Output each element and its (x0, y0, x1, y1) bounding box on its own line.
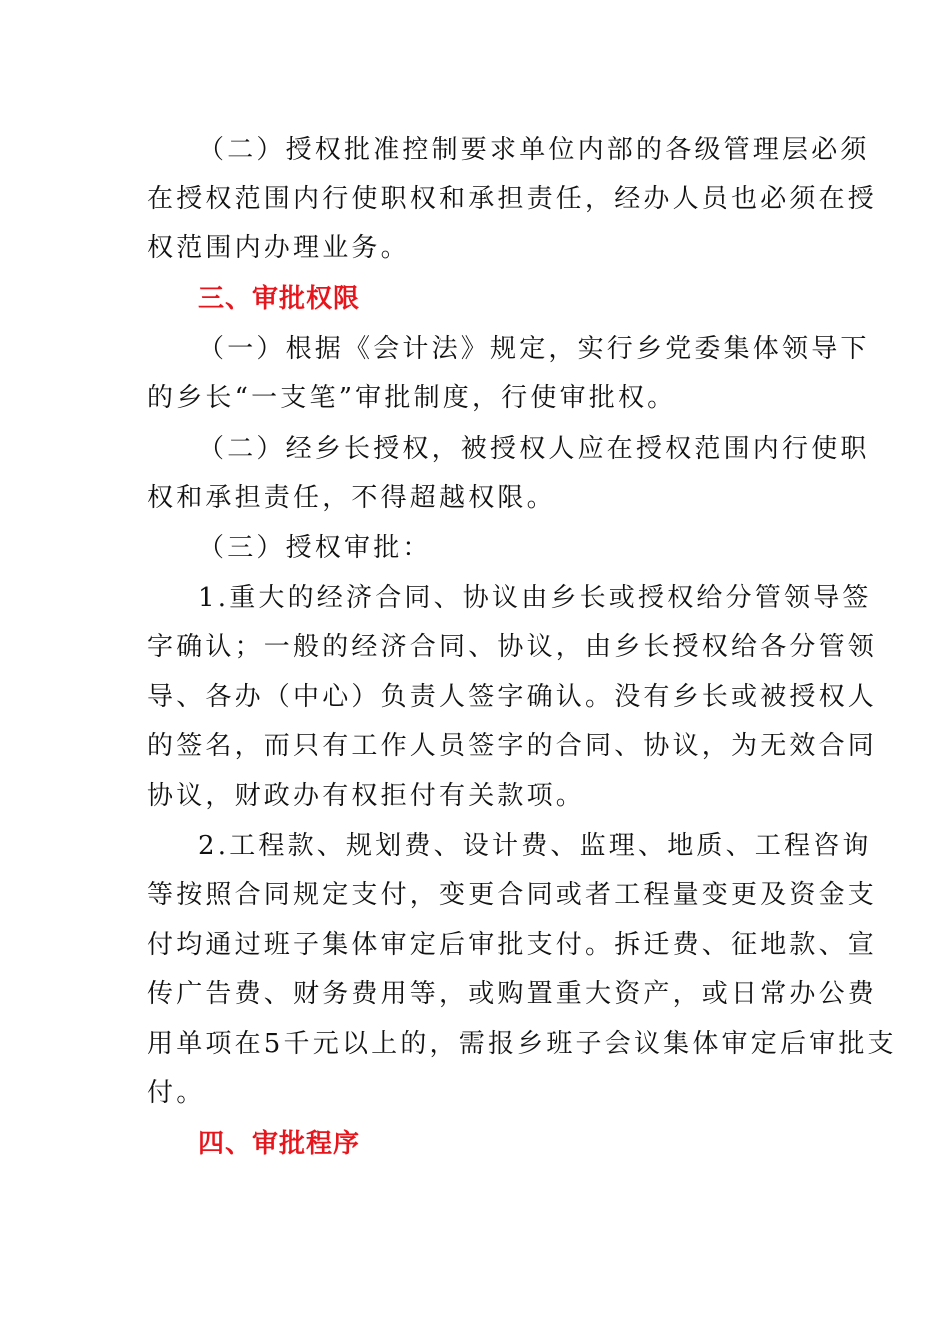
paragraph-line: 1.重大的经济合同、协议由乡长或授权给分管领导签 (198, 583, 872, 613)
paragraph-line: 权范围内办理业务。 (147, 233, 410, 263)
paragraph-line: 在授权范围内行使职权和承担责任，经办人员也必须在授 (147, 184, 878, 214)
paragraph-line: 等按照合同规定支付，变更合同或者工程量变更及资金支 (147, 880, 878, 910)
paragraph-line: （一）根据《会计法》规定，实行乡党委集体领导下 (198, 334, 870, 364)
paragraph-line: （二）授权批准控制要求单位内部的各级管理层必须 (198, 135, 870, 165)
paragraph-line: 的签名，而只有工作人员签字的合同、协议，为无效合同 (147, 731, 878, 761)
paragraph-line: （三）授权审批： (198, 533, 432, 563)
paragraph-line: 字确认；一般的经济合同、协议，由乡长授权给各分管领 (147, 632, 878, 662)
paragraph-line: 的乡长“一支笔”审批制度，行使审批权。 (147, 383, 677, 413)
paragraph-line: 用单项在5千元以上的，需报乡班子会议集体审定后审批支 (147, 1029, 897, 1059)
paragraph-line: 2.工程款、规划费、设计费、监理、地质、工程咨询 (198, 831, 872, 861)
paragraph-line: 付均通过班子集体审定后审批支付。拆迁费、征地款、宣 (147, 930, 878, 960)
section-heading-4: 四、审批程序 (198, 1129, 361, 1159)
paragraph-line: 导、各办（中心）负责人签字确认。没有乡长或被授权人 (147, 682, 878, 712)
paragraph-line: 付。 (147, 1078, 206, 1108)
paragraph-line: 传广告费、财务费用等，或购置重大资产，或日常办公费 (147, 979, 878, 1009)
paragraph-line: 权和承担责任，不得超越权限。 (147, 483, 556, 513)
section-heading-3: 三、审批权限 (198, 284, 361, 314)
paragraph-line: （二）经乡长授权，被授权人应在授权范围内行使职 (198, 434, 870, 464)
paragraph-line: 协议，财政办有权拒付有关款项。 (147, 781, 586, 811)
